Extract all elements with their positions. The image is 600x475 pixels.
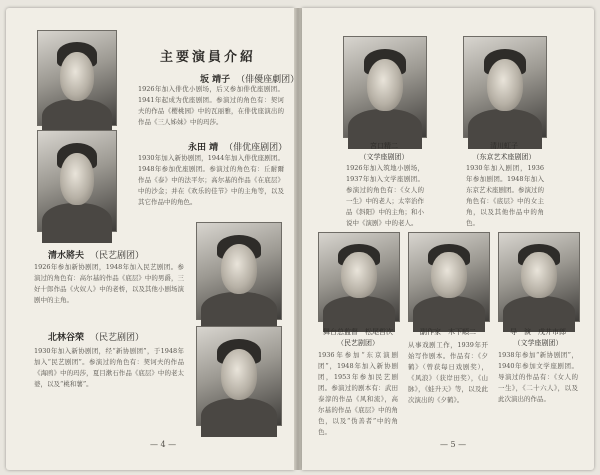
actor-name-2-text: 永田 靖 — [188, 143, 219, 153]
actor-photo-5 — [343, 36, 427, 138]
actor-photo-1 — [37, 30, 117, 126]
actor-bio-9: 1938年参加“新协剧团”，1940年参加文学座剧团。导演过的作品有：《女人的一生》，《二十六人》，以及此次演出的作品。 — [498, 351, 578, 403]
actor-bio-5: 1926年加入筑地小剧场，1937年加入文学座剧团。参演过的角色有：《女人的一生》中的老人；太宰治作品《斜阳》中的主角；和小说中《演剧》中的老人。 — [346, 164, 424, 227]
actor-photo-6 — [463, 36, 547, 138]
actor-name-4 — [48, 330, 144, 343]
actor-bio-4: 1930年加入新协剧团，经“新协剧团”，于1948年加入“民艺剧团”。参演过的角色有：契诃夫的作品《海鸥》中的玛莎，夏目漱石作品《底层》中的老太婆，以及“桃和薯”。 — [34, 347, 184, 388]
actor-photo-7 — [318, 232, 400, 322]
actor-caption-7: 舞台总监督 松尾哲次 — [323, 328, 393, 336]
actor-caption-5: 宮口精二 — [370, 142, 398, 150]
actor-name-2 — [188, 140, 287, 153]
actor-photo-3 — [196, 222, 282, 320]
actor-photo-8 — [408, 232, 490, 322]
actor-troupe-4: （民艺剧团） — [90, 333, 145, 343]
actor-name-3-text: 清水將夫 — [48, 251, 85, 261]
actor-bio-8: 从事戏剧工作，1939年开始写作剧本。作品有：《夕鹤》（曾获每日戏剧奖），《风浪》（获岸田奖），《山脉》，《蛙升天》等，以及此次演出的《夕鹤》。 — [408, 341, 488, 404]
page-title: 主要演員介紹 — [160, 50, 257, 65]
actor-photo-2 — [37, 130, 117, 232]
actor-name-1-text: 坂 靖子 — [200, 75, 231, 85]
actor-bio-7: 1936年参加“东京演剧团”，1948年加入新协剧团，1953年参加民艺剧团。参演过的剧本有：武田泰淳的作品《风和流》，高尔基的作品《底层》中的角色，以及“伪善者”中的角色。 — [318, 351, 398, 436]
page-number-left: — 4 — — [150, 440, 177, 449]
actor-caption-6: 清川虹子 — [490, 142, 518, 150]
actor-photo-9 — [498, 232, 580, 322]
page-number-right: — 5 — — [440, 440, 467, 449]
actor-bio-2: 1930年加入新协剧团，1944年加入俳优座剧团。1948年参加优座剧团。参演过的角色有：丘耐爾作品《泰》中的法平尔；高尔基的作品《在底层》中的沙金；并在《欢乐的佳节》中的主角等，以及其它作品中的角色。 — [138, 154, 284, 206]
actor-troupe-9: （文学座剧团） — [513, 339, 563, 347]
actor-bio-3: 1926年参加新协剧团，1948年加入民艺剧团。参演过的角色有：高尔基的作品《底层》中的男爵，三好十郎作品《火奴人》中的老桥，以及其他小剧场演剧中的主角。 — [34, 263, 184, 304]
actor-name-4-text: 北林谷荣 — [48, 333, 85, 343]
actor-name-3 — [48, 248, 144, 261]
actor-troupe-6: （东京艺术座剧团） — [472, 153, 536, 161]
actor-photo-4 — [196, 326, 282, 426]
actor-troupe-1: （俳優座劇团） — [236, 75, 300, 85]
actor-troupe-7: （民艺剧团） — [337, 339, 379, 347]
actor-troupe-3: （民艺剧团） — [90, 251, 145, 261]
actor-caption-9: 导 演 戌井市郎 — [510, 328, 566, 336]
actor-caption-8: 副作家 木下順二 — [420, 328, 476, 336]
actor-bio-1: 1926年加入俳优小剧场，后又参加俳优座剧团。1941年起成为优座剧团。参演过的角色有：契诃夫的作品《樱桃园》中的瓦丽雅，在俳优座演出的作品《三人姊妹》中的玛莎。 — [138, 85, 284, 126]
actor-bio-6: 1930年加入剧团，1936年参加剧团。1948年加入东京艺术座剧团。参演过的角色有：《底层》中的女主角，以及其他作品中的角色。 — [466, 164, 544, 227]
actor-troupe-5: （文学座剧团） — [359, 153, 409, 161]
actor-troupe-2: （俳优座剧团） — [224, 143, 288, 153]
